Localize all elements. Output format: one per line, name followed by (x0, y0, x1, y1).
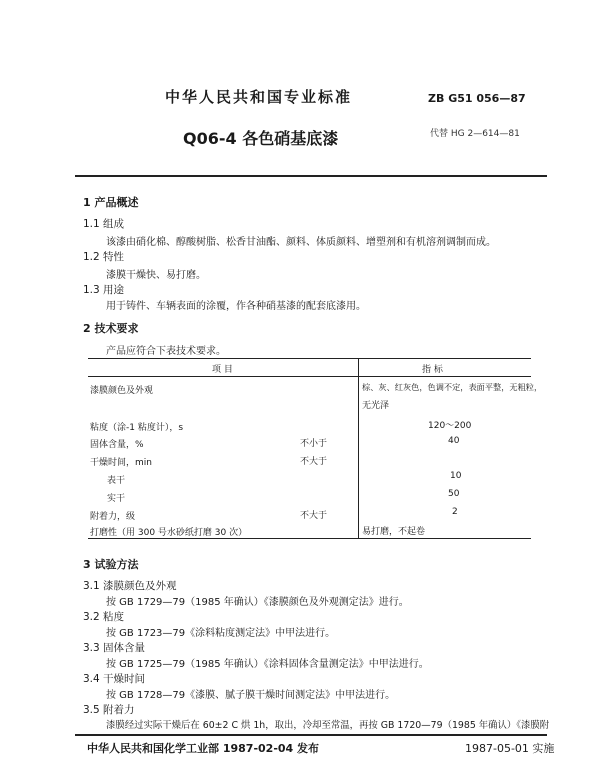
table-row-value: 易打磨，不起卷 (362, 527, 426, 537)
table-bottom-rule (88, 538, 531, 539)
section-3-2-text: 按 GB 1723—79《涂料粘度测定法》中甲法进行。 (106, 628, 336, 639)
section-3-4-text: 按 GB 1728—79《漆膜、腻子膜干燥时间测定法》中甲法进行。 (106, 690, 396, 701)
section-3-1-title: 3.1 漆膜颜色及外观 (83, 580, 177, 592)
section-3-5-title: 3.5 附着力 (83, 704, 135, 716)
document-title: Q06-4 各色硝基底漆 (183, 129, 339, 148)
standard-code: ZB G51 056—87 (428, 92, 526, 105)
table-column-divider (358, 358, 359, 538)
section-1-2-text: 漆膜干燥快、易打磨。 (106, 270, 206, 281)
section-2-intro: 产品应符合下表技术要求。 (106, 346, 226, 357)
table-row-item: 粘度（涂-1 粘度计），s (90, 423, 184, 433)
table-header-rule (88, 376, 531, 377)
table-row-value: 120～200 (428, 421, 472, 431)
table-row-item: 打磨性（用 300 号水砂纸打磨 30 次） (90, 528, 248, 538)
section-3-5-text: 漆膜经过实际干燥后在 60±2 C 烘 1h，取出，冷却至常温，再按 GB 1720—79（1985 年确认）《漆膜附 (106, 720, 550, 731)
section-1-3-text: 用于铸件、车辆表面的涂覆，作各种硝基漆的配套底漆用。 (106, 301, 366, 312)
section-3-3-text: 按 GB 1725—79（1985 年确认）《涂料固体含量测定法》中甲法进行。 (106, 659, 429, 670)
table-row-item: 表干 (107, 476, 126, 486)
table-row-value: 50 (448, 489, 460, 499)
table-row-item: 固体含量，% (90, 440, 144, 450)
table-row-value: 棕、灰、红灰色，色调不定，表面平整，无粗粒， (362, 382, 543, 392)
table-row-item: 干燥时间，min (90, 458, 152, 468)
table-row-value: 10 (450, 471, 462, 481)
table-header-index: 指 标 (422, 365, 443, 375)
table-row-cond: 不大于 (300, 457, 328, 467)
table-row-item: 实干 (107, 494, 126, 504)
section-2-title: 2 技术要求 (83, 322, 139, 335)
table-row-value: 2 (452, 507, 458, 517)
footer-rule (75, 734, 547, 736)
section-3-4-title: 3.4 干燥时间 (83, 673, 146, 685)
table-row-value: 无光泽 (362, 401, 390, 411)
header-rule (75, 175, 547, 177)
table-row-item: 漆膜颜色及外观 (90, 386, 154, 396)
org-title: 中华人民共和国专业标准 (165, 88, 353, 106)
section-1-1-title: 1.1 组成 (83, 218, 125, 230)
issue-info: 中华人民共和国化学工业部 1987-02-04 发布 (87, 742, 320, 755)
section-1-1-text: 该漆由硝化棉、醇酸树脂、松香甘油酯、颜料、体质颜料、增塑剂和有机溶剂调制而成。 (106, 237, 496, 248)
table-row-item: 附着力，级 (90, 512, 136, 522)
section-1-2-title: 1.2 特性 (83, 251, 125, 263)
section-1-title: 1 产品概述 (83, 196, 139, 209)
section-3-1-text: 按 GB 1729—79（1985 年确认）《漆膜颜色及外观测定法》进行。 (106, 597, 409, 608)
section-3-title: 3 试验方法 (83, 558, 139, 571)
section-3-2-title: 3.2 粘度 (83, 611, 125, 623)
implementation-date: 1987-05-01 实施 (465, 742, 555, 755)
table-header-item: 项 目 (212, 365, 233, 375)
section-1-3-title: 1.3 用途 (83, 284, 125, 296)
table-top-rule (88, 358, 531, 359)
table-row-value: 40 (448, 436, 460, 446)
table-row-cond: 不大于 (300, 511, 328, 521)
replace-code: 代替 HG 2—614—81 (430, 129, 520, 139)
section-3-3-title: 3.3 固体含量 (83, 642, 146, 654)
table-row-cond: 不小于 (300, 439, 328, 449)
